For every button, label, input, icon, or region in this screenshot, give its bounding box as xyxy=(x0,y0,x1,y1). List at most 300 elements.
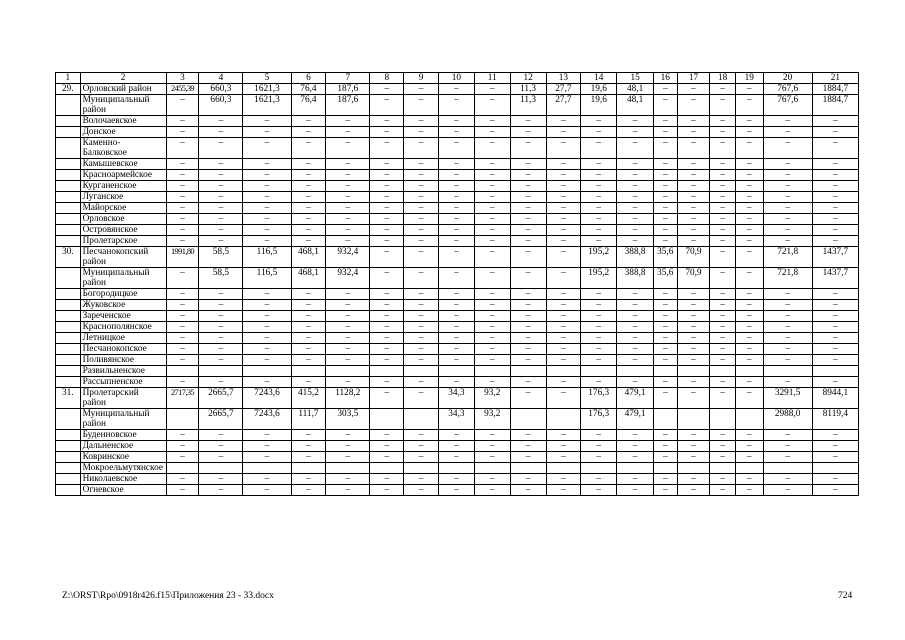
value-cell xyxy=(654,409,678,430)
value-cell xyxy=(404,366,439,377)
value-cell: – xyxy=(654,344,678,355)
value-cell: – xyxy=(546,388,581,409)
value-cell: 111,7 xyxy=(291,409,326,430)
value-cell: – xyxy=(291,159,326,170)
value-cell: – xyxy=(510,311,546,322)
value-cell: – xyxy=(510,159,546,170)
value-cell xyxy=(243,463,291,474)
value-cell: – xyxy=(199,474,243,485)
value-cell: – xyxy=(617,127,654,138)
value-cell: – xyxy=(763,485,812,496)
value-cell: – xyxy=(438,95,474,116)
value-cell: – xyxy=(199,214,243,225)
territory-name-cell: Майорское xyxy=(80,203,166,214)
value-cell: – xyxy=(291,289,326,300)
value-cell: – xyxy=(546,289,581,300)
column-number-header: 16 xyxy=(654,73,678,84)
value-cell: – xyxy=(710,181,736,192)
value-cell: – xyxy=(812,311,858,322)
value-cell: – xyxy=(812,474,858,485)
value-cell: – xyxy=(617,170,654,181)
value-cell: – xyxy=(166,170,199,181)
value-cell: 195,2 xyxy=(581,268,617,289)
value-cell: – xyxy=(654,225,678,236)
value-cell: – xyxy=(199,170,243,181)
value-cell: – xyxy=(404,474,439,485)
value-cell xyxy=(617,463,654,474)
value-cell: – xyxy=(763,377,812,388)
value-cell: – xyxy=(326,322,370,333)
value-cell: – xyxy=(370,268,404,289)
value-cell: – xyxy=(404,116,439,127)
value-cell: – xyxy=(291,300,326,311)
value-cell: – xyxy=(710,236,736,247)
value-cell: – xyxy=(735,474,763,485)
value-cell: – xyxy=(166,474,199,485)
value-cell: – xyxy=(617,236,654,247)
value-cell: – xyxy=(438,138,474,159)
value-cell: – xyxy=(404,203,439,214)
value-cell: 76,4 xyxy=(291,84,326,95)
value-cell: – xyxy=(404,388,439,409)
value-cell: 8944,1 xyxy=(812,388,858,409)
value-cell: – xyxy=(199,344,243,355)
value-cell: – xyxy=(291,170,326,181)
value-cell: – xyxy=(166,192,199,203)
value-cell: – xyxy=(546,344,581,355)
territory-name-cell: Песчанокопское xyxy=(80,344,166,355)
table-row xyxy=(56,388,859,409)
value-cell: – xyxy=(438,333,474,344)
value-cell: – xyxy=(243,192,291,203)
value-cell: – xyxy=(812,344,858,355)
value-cell: – xyxy=(735,247,763,268)
value-cell: – xyxy=(243,159,291,170)
row-number-cell xyxy=(56,463,81,474)
value-cell: – xyxy=(291,311,326,322)
value-cell: – xyxy=(474,268,510,289)
value-cell: – xyxy=(438,355,474,366)
value-cell: – xyxy=(474,203,510,214)
value-cell: 48,1 xyxy=(617,84,654,95)
table-row xyxy=(56,377,859,388)
value-cell: – xyxy=(581,225,617,236)
value-cell: – xyxy=(291,333,326,344)
value-cell: – xyxy=(370,300,404,311)
value-cell: – xyxy=(438,170,474,181)
value-cell: – xyxy=(654,377,678,388)
value-cell: – xyxy=(546,474,581,485)
value-cell: – xyxy=(812,236,858,247)
value-cell: – xyxy=(812,170,858,181)
value-cell: – xyxy=(326,214,370,225)
value-cell: – xyxy=(710,127,736,138)
value-cell xyxy=(546,366,581,377)
territory-name-cell: Орловский район xyxy=(80,84,166,95)
value-cell: – xyxy=(166,225,199,236)
value-cell: – xyxy=(326,474,370,485)
value-cell: – xyxy=(166,181,199,192)
value-cell: – xyxy=(581,203,617,214)
territory-name-cell: Поливянское xyxy=(80,355,166,366)
value-cell: 721,8 xyxy=(763,247,812,268)
row-number-cell xyxy=(56,170,81,181)
value-cell: – xyxy=(546,236,581,247)
value-cell: – xyxy=(474,474,510,485)
value-cell: – xyxy=(581,127,617,138)
value-cell: 2455,39 xyxy=(166,84,199,95)
value-cell: – xyxy=(654,203,678,214)
value-cell: 48,1 xyxy=(617,95,654,116)
value-cell: – xyxy=(763,333,812,344)
value-cell: – xyxy=(404,95,439,116)
value-cell: – xyxy=(710,159,736,170)
value-cell: – xyxy=(546,138,581,159)
value-cell: – xyxy=(710,247,736,268)
value-cell: – xyxy=(763,159,812,170)
value-cell: – xyxy=(510,452,546,463)
value-cell: – xyxy=(243,300,291,311)
value-cell: – xyxy=(243,474,291,485)
value-cell: – xyxy=(677,430,710,441)
value-cell: 2717,35 xyxy=(166,388,199,409)
table-row xyxy=(56,463,859,474)
value-cell: – xyxy=(291,441,326,452)
value-cell: – xyxy=(370,225,404,236)
value-cell: 721,8 xyxy=(763,268,812,289)
value-cell: – xyxy=(654,300,678,311)
value-cell: – xyxy=(510,289,546,300)
territory-name-cell: Красноармейское xyxy=(80,170,166,181)
value-cell: 34,3 xyxy=(438,409,474,430)
value-cell: – xyxy=(735,430,763,441)
row-number-cell xyxy=(56,138,81,159)
value-cell: 2988,0 xyxy=(763,409,812,430)
value-cell: – xyxy=(677,127,710,138)
column-number-header: 13 xyxy=(546,73,581,84)
value-cell: – xyxy=(710,355,736,366)
row-number-cell xyxy=(56,474,81,485)
value-cell: – xyxy=(654,355,678,366)
value-cell: – xyxy=(370,344,404,355)
value-cell: – xyxy=(370,311,404,322)
value-cell: – xyxy=(710,289,736,300)
value-cell: – xyxy=(243,452,291,463)
value-cell: – xyxy=(617,192,654,203)
value-cell: – xyxy=(581,289,617,300)
value-cell: – xyxy=(735,289,763,300)
value-cell: – xyxy=(474,192,510,203)
value-cell: – xyxy=(710,138,736,159)
value-cell: – xyxy=(370,322,404,333)
value-cell: – xyxy=(654,333,678,344)
value-cell: – xyxy=(474,214,510,225)
territory-name-cell: Огневское xyxy=(80,485,166,496)
value-cell xyxy=(710,409,736,430)
value-cell: – xyxy=(812,138,858,159)
value-cell: – xyxy=(677,181,710,192)
value-cell: – xyxy=(617,225,654,236)
value-cell: 1621,3 xyxy=(243,84,291,95)
value-cell: – xyxy=(677,311,710,322)
value-cell xyxy=(291,463,326,474)
value-cell: – xyxy=(166,127,199,138)
value-cell: – xyxy=(677,116,710,127)
value-cell: – xyxy=(370,388,404,409)
value-cell: 7243,6 xyxy=(243,388,291,409)
value-cell: – xyxy=(291,430,326,441)
value-cell: – xyxy=(677,214,710,225)
value-cell: – xyxy=(677,355,710,366)
value-cell: – xyxy=(199,441,243,452)
value-cell: – xyxy=(546,225,581,236)
territory-name-cell: Муниципальный район xyxy=(80,268,166,289)
row-number-cell xyxy=(56,355,81,366)
row-number-cell xyxy=(56,441,81,452)
column-number-header: 20 xyxy=(763,73,812,84)
value-cell: – xyxy=(166,441,199,452)
territory-name-cell: Песчанокопский район xyxy=(80,247,166,268)
value-cell: – xyxy=(474,127,510,138)
value-cell: – xyxy=(438,300,474,311)
value-cell: – xyxy=(404,236,439,247)
territory-name-cell: Островянское xyxy=(80,225,166,236)
value-cell: – xyxy=(710,192,736,203)
value-cell: – xyxy=(763,474,812,485)
value-cell: – xyxy=(510,127,546,138)
value-cell: – xyxy=(404,225,439,236)
value-cell: – xyxy=(617,452,654,463)
row-number-cell: 31. xyxy=(56,388,81,409)
table-row xyxy=(56,474,859,485)
table-row xyxy=(56,138,859,159)
value-cell: – xyxy=(677,441,710,452)
value-cell: – xyxy=(735,203,763,214)
value-cell: – xyxy=(370,95,404,116)
value-cell: – xyxy=(243,441,291,452)
value-cell: – xyxy=(581,333,617,344)
value-cell: – xyxy=(677,388,710,409)
value-cell: – xyxy=(677,236,710,247)
value-cell: – xyxy=(677,138,710,159)
value-cell: – xyxy=(474,225,510,236)
value-cell: – xyxy=(404,181,439,192)
value-cell: 1437,7 xyxy=(812,268,858,289)
value-cell: 468,1 xyxy=(291,268,326,289)
value-cell: – xyxy=(326,344,370,355)
value-cell: – xyxy=(166,159,199,170)
value-cell: – xyxy=(617,377,654,388)
value-cell: – xyxy=(199,203,243,214)
row-number-cell xyxy=(56,452,81,463)
territory-name-cell: Ковринское xyxy=(80,452,166,463)
value-cell: – xyxy=(812,322,858,333)
table-row xyxy=(56,409,859,430)
value-cell: – xyxy=(370,355,404,366)
value-cell: – xyxy=(735,322,763,333)
value-cell: – xyxy=(763,300,812,311)
value-cell xyxy=(166,463,199,474)
value-cell: – xyxy=(166,344,199,355)
value-cell: – xyxy=(404,214,439,225)
value-cell: 76,4 xyxy=(291,95,326,116)
column-number-header: 21 xyxy=(812,73,858,84)
value-cell: 27,7 xyxy=(546,84,581,95)
value-cell: – xyxy=(654,311,678,322)
value-cell: – xyxy=(617,300,654,311)
value-cell: – xyxy=(510,247,546,268)
row-number-cell xyxy=(56,322,81,333)
table-row xyxy=(56,159,859,170)
value-cell: – xyxy=(438,159,474,170)
value-cell: – xyxy=(710,268,736,289)
row-number-cell xyxy=(56,300,81,311)
value-cell: – xyxy=(710,430,736,441)
value-cell: – xyxy=(546,192,581,203)
value-cell: – xyxy=(474,170,510,181)
value-cell: – xyxy=(199,452,243,463)
value-cell: – xyxy=(370,236,404,247)
value-cell: – xyxy=(326,225,370,236)
value-cell: – xyxy=(404,452,439,463)
value-cell: – xyxy=(546,203,581,214)
table-row xyxy=(56,333,859,344)
value-cell: – xyxy=(404,289,439,300)
value-cell: – xyxy=(735,300,763,311)
value-cell: – xyxy=(763,214,812,225)
territory-name-cell: Камышевское xyxy=(80,159,166,170)
value-cell xyxy=(291,366,326,377)
value-cell: – xyxy=(677,322,710,333)
value-cell: – xyxy=(370,181,404,192)
territory-name-cell: Волочаевское xyxy=(80,116,166,127)
value-cell: – xyxy=(291,236,326,247)
table-row xyxy=(56,344,859,355)
value-cell: – xyxy=(291,452,326,463)
territory-name-cell: Мокроельмутянское xyxy=(80,463,166,474)
row-number-cell xyxy=(56,333,81,344)
value-cell: – xyxy=(581,474,617,485)
value-cell: 303,5 xyxy=(326,409,370,430)
table-row xyxy=(56,247,859,268)
value-cell: – xyxy=(763,344,812,355)
column-number-header: 4 xyxy=(199,73,243,84)
value-cell xyxy=(510,366,546,377)
value-cell: – xyxy=(291,116,326,127)
territory-name-cell: Донское xyxy=(80,127,166,138)
territory-name-cell: Пролетарское xyxy=(80,236,166,247)
territory-name-cell: Николаевское xyxy=(80,474,166,485)
value-cell: – xyxy=(199,138,243,159)
value-cell: – xyxy=(199,127,243,138)
value-cell: – xyxy=(326,159,370,170)
value-cell: – xyxy=(763,355,812,366)
value-cell: – xyxy=(763,289,812,300)
value-cell: – xyxy=(510,388,546,409)
value-cell: – xyxy=(735,333,763,344)
table-row xyxy=(56,84,859,95)
territory-name-cell: Каменно-Балковское xyxy=(80,138,166,159)
value-cell: 195,2 xyxy=(581,247,617,268)
value-cell: – xyxy=(710,452,736,463)
value-cell: 187,6 xyxy=(326,95,370,116)
value-cell xyxy=(474,463,510,474)
value-cell: – xyxy=(654,116,678,127)
territory-name-cell: Рассыпненское xyxy=(80,377,166,388)
value-cell: – xyxy=(546,247,581,268)
table-row xyxy=(56,127,859,138)
value-cell: – xyxy=(510,430,546,441)
value-cell xyxy=(404,463,439,474)
value-cell: – xyxy=(546,300,581,311)
value-cell: – xyxy=(291,138,326,159)
value-cell: – xyxy=(243,430,291,441)
value-cell: – xyxy=(370,441,404,452)
territory-name-cell: Луганское xyxy=(80,192,166,203)
value-cell: – xyxy=(654,388,678,409)
value-cell: 93,2 xyxy=(474,409,510,430)
table-row xyxy=(56,430,859,441)
value-cell: 27,7 xyxy=(546,95,581,116)
value-cell: – xyxy=(735,388,763,409)
value-cell: 187,6 xyxy=(326,84,370,95)
value-cell xyxy=(812,463,858,474)
value-cell: – xyxy=(763,192,812,203)
row-number-cell: 30. xyxy=(56,247,81,268)
value-cell: 7243,6 xyxy=(243,409,291,430)
value-cell: – xyxy=(735,214,763,225)
value-cell: – xyxy=(812,377,858,388)
value-cell: – xyxy=(654,84,678,95)
table-row xyxy=(56,181,859,192)
value-cell: – xyxy=(243,322,291,333)
value-cell: – xyxy=(166,333,199,344)
value-cell: – xyxy=(438,485,474,496)
value-cell: 388,8 xyxy=(617,268,654,289)
value-cell: – xyxy=(404,377,439,388)
value-cell: – xyxy=(291,181,326,192)
value-cell xyxy=(243,366,291,377)
value-cell: 1884,7 xyxy=(812,95,858,116)
value-cell: – xyxy=(677,203,710,214)
value-cell: – xyxy=(166,485,199,496)
value-cell: – xyxy=(474,333,510,344)
value-cell: – xyxy=(326,203,370,214)
value-cell: – xyxy=(763,311,812,322)
value-cell: – xyxy=(404,138,439,159)
row-number-cell xyxy=(56,95,81,116)
value-cell: – xyxy=(326,192,370,203)
value-cell: – xyxy=(581,311,617,322)
value-cell: – xyxy=(763,116,812,127)
value-cell: – xyxy=(710,300,736,311)
value-cell: – xyxy=(546,268,581,289)
value-cell: – xyxy=(474,441,510,452)
value-cell: – xyxy=(404,333,439,344)
value-cell: – xyxy=(404,192,439,203)
value-cell: – xyxy=(326,181,370,192)
row-number-cell xyxy=(56,377,81,388)
column-number-header: 6 xyxy=(291,73,326,84)
value-cell: – xyxy=(812,430,858,441)
value-cell xyxy=(199,463,243,474)
value-cell xyxy=(735,463,763,474)
value-cell: – xyxy=(812,225,858,236)
value-cell: – xyxy=(812,300,858,311)
value-cell xyxy=(763,463,812,474)
value-cell: – xyxy=(546,116,581,127)
value-cell: 116,5 xyxy=(243,268,291,289)
